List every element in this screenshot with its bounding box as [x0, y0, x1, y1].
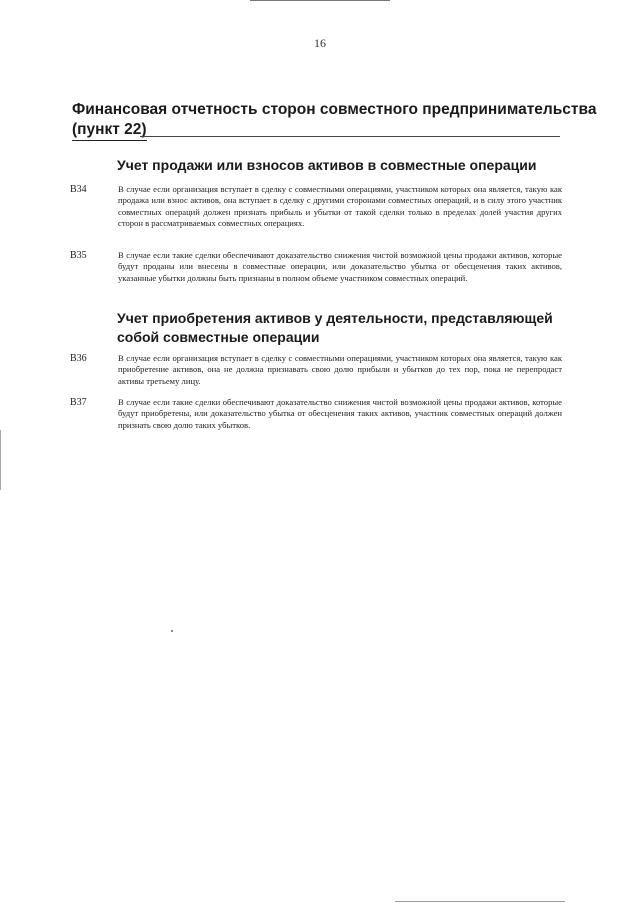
scan-speck: [171, 630, 173, 632]
paragraph-b35: [70, 250, 565, 284]
paragraph-number: B37: [70, 397, 87, 408]
paragraph-text: В случае если организация вступает в сделку с совместными операциями, участником которых она является, такую как продажа или взнос активов, она вступает в сделку с другими сторонами совместных операций, и в силу этого участник совместных операций должен признать прибыль и убытки от такой сделки только в пределах долей участия других сторон в рассматриваемых совместных операциях.: [118, 184, 562, 229]
section-title-line1: Финансовая отчетность сторон совместного предпринимательства: [72, 101, 597, 118]
paragraph-text: В случае если такие сделки обеспечивают доказательство снижения чистой возможной цены продажи активов, которые будут проданы или внесены в совместные операции, или доказательство убытка от обесценения таких активов, указанные убытки должны быть признаны в полном объеме участником совместных операций.: [118, 250, 562, 283]
paragraph-text: В случае если организация вступает в сделку с совместными операциями, участником которых она является, такую как приобретение активов, она не должна признавать свою долю прибыли и убытков до тех пор, пока не перепродаст активы третьему лицу.: [118, 353, 562, 386]
subsection-heading-sales: Учет продажи или взносов активов в совместные операции: [117, 157, 537, 173]
section-title: [72, 100, 597, 141]
scan-edge-bottom: [395, 901, 565, 902]
subsection-heading-purchase: Учет приобретения активов у деятельности, представляющей собой совместные операции: [117, 310, 553, 345]
paragraph-b36: [70, 353, 565, 387]
title-underline-rule: [140, 136, 560, 137]
paragraph-b37: [70, 397, 565, 431]
paragraph-text: В случае если такие сделки обеспечивают доказательство снижения чистой возможной цены продажи активов, которые будут приобретены, или доказательство убытка от обесценения таких активов, участник совместных операций должен признать свою долю таких убытков.: [118, 397, 562, 430]
paragraph-number: B35: [70, 250, 87, 261]
paragraph-number: B36: [70, 353, 87, 364]
paragraph-number: B34: [70, 184, 87, 195]
scan-edge-left: [0, 430, 1, 490]
paragraph-b34: [70, 184, 565, 230]
section-title-line2: (пункт 22): [72, 120, 147, 141]
page-number: 16: [314, 36, 326, 50]
scan-edge-top: [250, 0, 390, 1]
